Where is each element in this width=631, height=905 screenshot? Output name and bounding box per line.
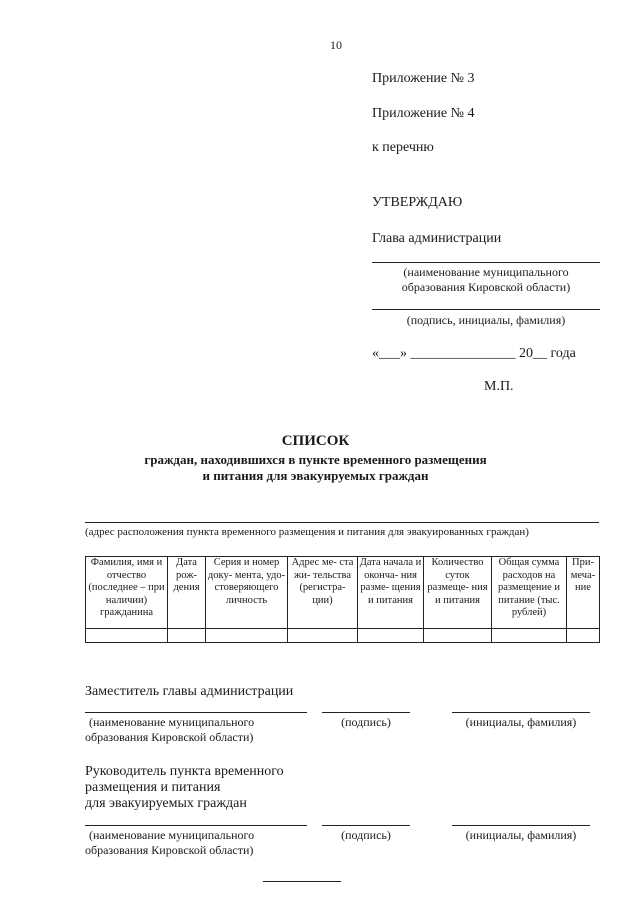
table-cell — [168, 629, 206, 643]
table-header-row — [86, 557, 600, 629]
appendix-4-label: Приложение № 4 — [372, 106, 475, 121]
head-admin-label: Глава администрации — [372, 231, 502, 246]
signature-caption: (подпись, инициалы, фамилия) — [406, 313, 566, 327]
point-municipality-caption-2: образования Кировской области) — [85, 843, 254, 857]
table-cell — [424, 629, 492, 643]
col-header-days: Количество суток размеще- ния и питания — [424, 557, 492, 629]
table-cell — [492, 629, 567, 643]
point-head-label-1: Руководитель пункта временного — [85, 764, 284, 779]
deputy-municipality-caption-1: (наименование муниципального — [89, 715, 255, 729]
col-header-dates: Дата начала и оконча- ния разме- щения и питания — [358, 557, 424, 629]
col-header-name: Фамилия, имя и отчество (последнее – при наличии) гражданина — [86, 557, 168, 629]
deputy-initials-line — [452, 712, 590, 713]
deputy-initials-caption: (инициалы, фамилия) — [465, 715, 577, 729]
doc-title: СПИСОК — [281, 433, 350, 449]
col-header-birthdate: Дата рож- дения — [168, 557, 206, 629]
municipality-caption-2: образования Кировской области) — [401, 280, 571, 294]
doc-subtitle-1: граждан, находившихся в пункте временного размещения — [144, 452, 487, 467]
col-header-address: Адрес ме- ста жи- тельства (регистра- ции) — [288, 557, 358, 629]
table-cell — [358, 629, 424, 643]
col-header-document: Серия и номер доку- мента, удо- стоверяющего личность — [206, 557, 288, 629]
col-header-expenses: Общая сумма расходов на размещение и питание (тыс. рублей) — [492, 557, 567, 629]
address-caption: (адрес расположения пункта временного размещения и питания для эвакуированных граждан) — [85, 526, 529, 538]
appendix-3-label: Приложение № 3 — [372, 71, 475, 86]
point-initials-caption: (инициалы, фамилия) — [465, 828, 577, 842]
stamp-label: М.П. — [484, 379, 514, 394]
table-cell — [86, 629, 168, 643]
point-municipality-caption-1: (наименование муниципального — [89, 828, 255, 842]
deputy-municipality-line — [85, 712, 307, 713]
page-number: 10 — [330, 38, 342, 52]
table-row — [86, 629, 600, 643]
deputy-signature-caption: (подпись) — [341, 715, 391, 729]
signature-line — [372, 309, 600, 310]
approve-label: УТВЕРЖДАЮ — [372, 195, 463, 210]
address-line — [85, 522, 599, 523]
point-signature-line — [322, 825, 410, 826]
point-head-label-2: размещения и питания — [85, 780, 221, 795]
point-municipality-line — [85, 825, 307, 826]
closing-divider — [263, 881, 341, 882]
col-header-note: При- меча- ние — [567, 557, 600, 629]
date-line: «___» _______________ 20__ года — [372, 346, 576, 361]
municipality-line — [372, 262, 600, 263]
point-initials-line — [452, 825, 590, 826]
deputy-signature-line — [322, 712, 410, 713]
table-cell — [567, 629, 600, 643]
deputy-head-label: Заместитель главы администрации — [85, 684, 294, 699]
to-list-label: к перечню — [372, 140, 434, 155]
municipality-caption-1: (наименование муниципального — [403, 265, 569, 279]
citizens-table — [85, 556, 600, 643]
doc-subtitle-2: и питания для эвакуируемых граждан — [202, 468, 429, 483]
table-cell — [206, 629, 288, 643]
deputy-municipality-caption-2: образования Кировской области) — [85, 730, 254, 744]
point-head-label-3: для эвакуируемых граждан — [85, 796, 247, 811]
table-cell — [288, 629, 358, 643]
point-signature-caption: (подпись) — [341, 828, 391, 842]
